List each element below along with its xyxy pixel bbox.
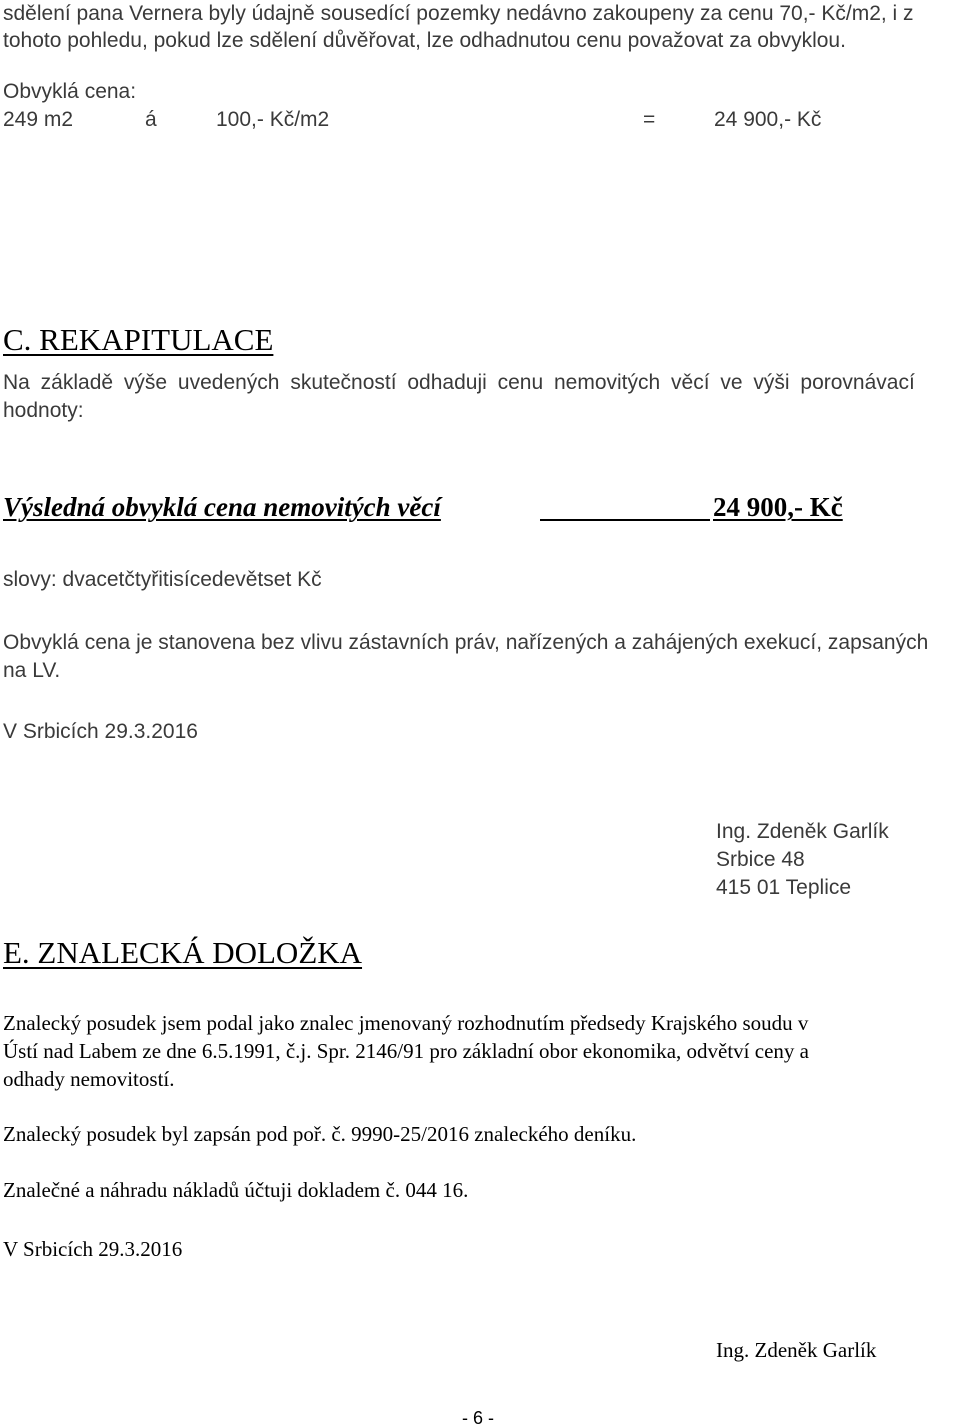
price-times-sign: á xyxy=(145,108,157,131)
clause-signer: Ing. Zdeněk Garlík xyxy=(716,1338,877,1362)
signature-street: Srbice 48 xyxy=(716,848,805,871)
clause-text-line: Ústí nad Labem ze dne 6.5.1991, č.j. Spr. 2146/91 pro základní obor ekonomika, odvětví ceny a xyxy=(3,1039,809,1063)
clause-fee-line: Znalečné a náhradu nákladů účtuji dokladem č. 044 16. xyxy=(3,1178,469,1202)
price-area: 249 m2 xyxy=(3,108,74,131)
price-total: 24 900,- Kč xyxy=(714,108,822,131)
clause-text-line: Znalecký posudek jsem podal jako znalec jmenovaný rozhodnutím předsedy Krajského soudu v xyxy=(3,1011,809,1035)
result-title: Výsledná obvyklá cena nemovitých věcí xyxy=(3,492,441,522)
clause-register-line: Znalecký posudek byl zapsán pod poř. č. 9990-25/2016 znaleckého deníku. xyxy=(3,1122,637,1146)
result-in-words: slovy: dvacetčtyřitisícedevětset Kč xyxy=(3,568,322,591)
result-underline xyxy=(540,519,710,521)
signature-name: Ing. Zdeněk Garlík xyxy=(716,820,889,843)
intro-text-line: tohoto pohledu, pokud lze sdělení důvěřovat, lze odhadnutou cenu považovat za obvyklou. xyxy=(3,29,846,52)
intro-text-line: sdělení pana Vernera byly údajně sousedící pozemky nedávno zakoupeny za cenu 70,- Kč/m2, i z xyxy=(3,2,914,25)
clause-text-line: odhady nemovitostí. xyxy=(3,1067,175,1091)
clause-place-date: V Srbicích 29.3.2016 xyxy=(3,1237,183,1261)
section-heading-recap: C. REKAPITULACE xyxy=(3,322,274,357)
price-unit: 100,- Kč/m2 xyxy=(216,108,330,131)
place-date: V Srbicích 29.3.2016 xyxy=(3,720,198,743)
page-number: - 6 - xyxy=(462,1408,495,1428)
recap-note-line: Obvyklá cena je stanovena bez vlivu zástavních práv, nařízených a zahájených exekucí, zapsaných xyxy=(3,631,929,654)
signature-city: 415 01 Teplice xyxy=(716,876,852,899)
recap-note-line: na LV. xyxy=(3,659,61,682)
recap-text-line: Na základě výše uvedených skutečností odhaduji cenu nemovitých věcí ve výši porovnávací xyxy=(3,371,915,394)
result-value: 24 900,- Kč xyxy=(713,492,843,522)
price-equals-sign: = xyxy=(643,108,656,131)
section-heading-clause: E. ZNALECKÁ DOLOŽKA xyxy=(3,935,363,970)
recap-text-line: hodnoty: xyxy=(3,399,84,422)
price-label: Obvyklá cena: xyxy=(3,80,137,103)
